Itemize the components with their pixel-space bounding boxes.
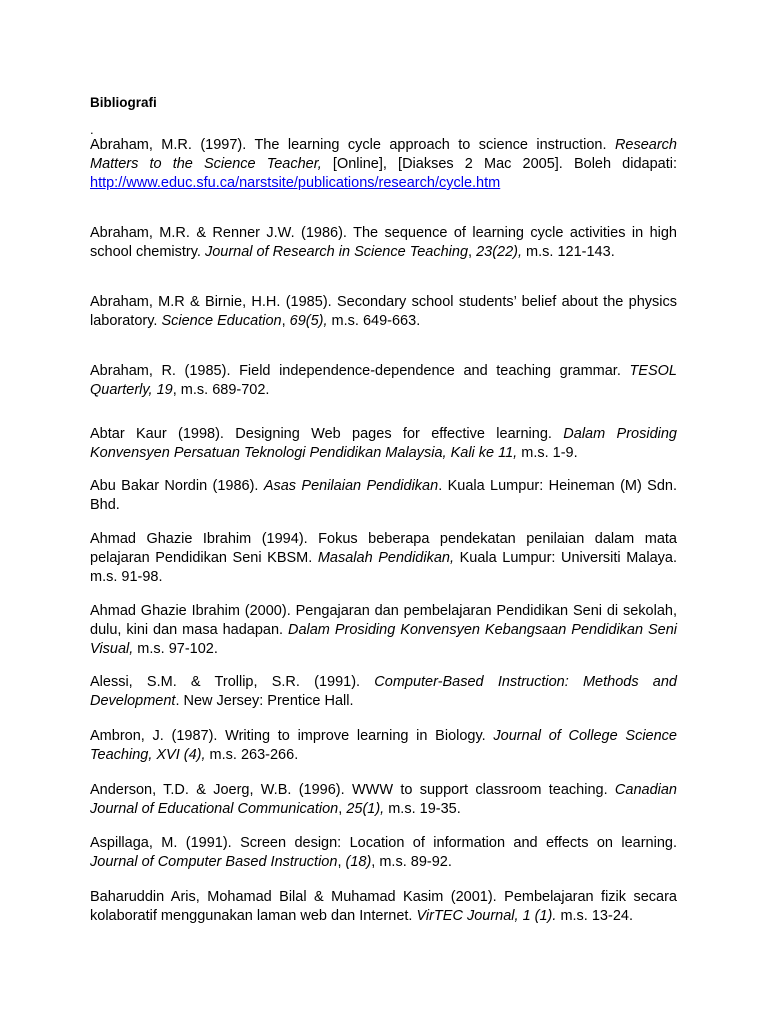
reference-entry [90,425,677,463]
reference-entry [90,293,677,331]
page-title: Bibliografi [90,95,157,110]
reference-text: Abtar Kaur (1998). Designing Web pages for effective learning. [90,426,564,442]
reference-entry [90,781,677,819]
reference-text: Alessi, S.M. & Trollip, S.R. (1991). [90,674,375,690]
reference-source: Science Education [161,313,282,329]
reference-volume: 23(22), [476,244,523,260]
reference-text: Kuala Lumpur: Universiti Malaya. m.s. 91-98. [90,550,677,585]
reference-entry [90,224,677,262]
reference-text: . Kuala Lumpur: Heineman (M) Sdn. Bhd. [90,478,678,513]
reference-entry [90,362,677,400]
reference-source: Journal of Research in Science Teaching [204,244,469,260]
reference-pages: m.s. 13-24. [556,908,633,924]
reference-url-link[interactable]: http://www.educ.sfu.ca/narstsite/publications/research/cycle.htm [90,175,501,191]
reference-text: , [337,854,346,870]
reference-source: VirTEC Journal, 1 (1). [416,908,557,924]
reference-entry [90,834,677,872]
reference-entry [90,136,677,193]
reference-source: Journal of College Science Teaching, XVI (4), [90,728,677,763]
reference-pages: m.s. 1-9. [517,445,578,461]
reference-pages: m.s. 263-266. [205,747,299,763]
reference-text: Abraham, M.R & Birnie, H.H. (1985). Secondary school students’ belief about the physics laboratory. [90,294,677,329]
reference-text: , [468,244,477,260]
reference-text: Ambron, J. (1987). Writing to improve learning in Biology. [90,728,494,744]
reference-source: Asas Penilaian Pendidikan [263,478,439,494]
reference-source: Masalah Pendidikan, [317,550,455,566]
reference-entry [90,727,677,765]
reference-entry [90,602,677,659]
reference-entry [90,888,677,926]
reference-text: Abraham, M.R. (1997). The learning cycle approach to science instruction. [90,137,615,153]
reference-text: Ahmad Ghazie Ibrahim (1994). Fokus beberapa pendekatan penilaian dalam mata pelajaran Pendidikan Seni KBSM. [90,531,677,566]
reference-text: , [338,801,347,817]
reference-text: Ahmad Ghazie Ibrahim (2000). Pengajaran dan pembelajaran Pendidikan Seni di sekolah, dulu, kini dan masa hadapan. [90,603,677,638]
reference-text: Aspillaga, M. (1991). Screen design: Location of information and effects on learning. [90,835,677,851]
reference-text: Abraham, R. (1985). Field independence-dependence and teaching grammar. [90,363,630,379]
reference-text: Anderson, T.D. & Joerg, W.B. (1996). WWW to support classroom teaching. [90,782,615,798]
stray-dot: . [90,122,94,137]
reference-pages: m.s. 19-35. [384,801,461,817]
reference-text: Baharuddin Aris, Mohamad Bilal & Muhamad Kasim (2001). Pembelajaran fizik secara kolaboratif menggunakan laman web dan Internet. [90,889,677,924]
reference-pages: m.s. 121-143. [522,244,615,260]
reference-source: TESOL Quarterly, 19 [90,363,677,398]
reference-source: Research Matters to the Science Teacher, [90,137,677,172]
reference-pages: , m.s. 689-702. [172,382,270,398]
reference-volume: 69(5), [289,313,328,329]
reference-source: Canadian Journal of Educational Communication [90,782,677,817]
reference-entry [90,477,677,515]
reference-source: Dalam Prosiding Konvensyen Persatuan Teknologi Pendidikan Malaysia, Kali ke 11, [90,426,677,461]
reference-pages: , m.s. 89-92. [371,854,452,870]
reference-source: Journal of Computer Based Instruction [90,854,338,870]
reference-volume: 25(1), [346,801,385,817]
reference-pages: m.s. 97-102. [133,641,218,657]
reference-text: Abu Bakar Nordin (1986). [90,478,264,494]
reference-source: Dalam Prosiding Konvensyen Kebangsaan Pendidikan Seni Visual, [90,622,677,657]
reference-text: Abraham, M.R. & Renner J.W. (1986). The sequence of learning cycle activities in high school chemistry. [90,225,677,260]
reference-text: . New Jersey: Prentice Hall. [175,693,354,709]
reference-text: , [281,313,290,329]
reference-entry [90,673,677,711]
reference-pages: m.s. 649-663. [327,313,421,329]
reference-volume: (18) [345,854,372,870]
reference-source: Computer-Based Instruction: Methods and Development [90,674,677,709]
reference-text: [Online], [Diakses 2 Mac 2005]. Boleh didapati: [321,156,677,172]
reference-entry [90,530,677,587]
